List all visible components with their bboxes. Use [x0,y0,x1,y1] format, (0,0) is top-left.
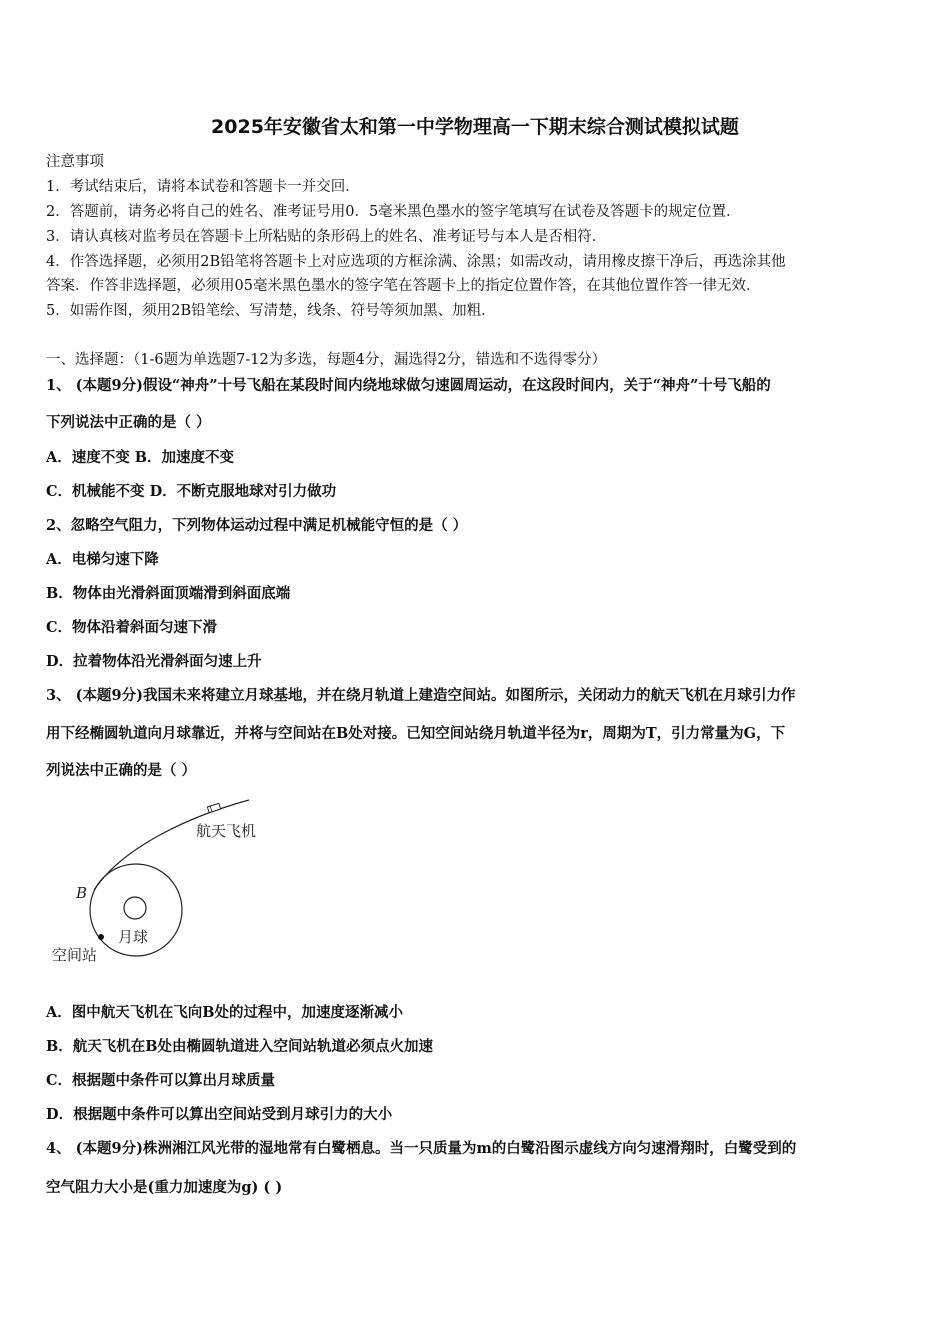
shuttle-icon [207,803,220,812]
q2-stem: 2、忽略空气阻力，下列物体运动过程中满足机械能守恒的是（ ） [46,517,468,534]
notice-item: 答案．作答非选择题，必须用05毫米黑色墨水的签字笔在答题卡上的指定位置作答，在其他位置作答一律无效． [46,278,761,294]
notice-heading: 注意事项 [46,154,104,170]
shuttle-label: 航天飞机 [196,822,257,840]
notice-item: 2．答题前，请务必将自己的姓名、准考证号用0．5毫米黑色墨水的签字笔填写在试卷及答题卡的规定位置． [46,204,741,220]
q1-options-cd: C．机械能不变 D．不断克服地球对引力做功 [46,483,337,500]
point-b-label: B [76,884,88,902]
moon-icon [124,897,146,919]
q3-option-d: D．根据题中条件可以算出空间站受到月球引力的大小 [46,1106,393,1123]
q4-stem-line1: 4、 (本题9分)株洲湘江风光带的湿地常有白鹭栖息。当一只质量为m的白鹭沿图示虚线方向匀速滑翔时，白鹭受到的 [46,1140,797,1157]
notice-item: 3．请认真核对监考员在答题卡上所粘贴的条形码上的姓名、准考证号与本人是否相符． [46,229,607,245]
orbit-figure [44,790,284,970]
section-heading: 一、选择题：（1-6题为单选题7-12为多选，每题4分，漏选得2分，错选和不选得零分） [46,352,607,368]
q3-option-c: C．根据题中条件可以算出月球质量 [46,1072,276,1089]
q3-option-b: B．航天飞机在B处由椭圆轨道进入空间站轨道必须点火加速 [46,1038,434,1055]
q2-option-a: A．电梯匀速下降 [46,551,159,568]
q2-option-d: D．拉着物体沿光滑斜面匀速上升 [46,653,262,670]
station-label: 空间站 [52,946,98,964]
q1-stem-line2: 下列说法中正确的是（ ） [46,414,211,431]
q3-stem-line3: 列说法中正确的是（ ） [46,762,197,779]
q4-stem-line2: 空气阻力大小是(重力加速度为g) ( ) [46,1179,283,1196]
q1-options-ab: A．速度不变 B．加速度不变 [46,449,235,466]
shuttle-trajectory [94,800,249,890]
q2-option-c: C．物体沿着斜面匀速下滑 [46,619,218,636]
q2-option-b: B．物体由光滑斜面顶端滑到斜面底端 [46,585,291,602]
notice-item: 4．作答选择题，必须用2B铅笔将答题卡上对应选项的方框涂满、涂黑；如需改动，请用橡皮擦干净后，再选涂其他 [46,254,786,270]
notice-item: 5．如需作图，须用2B铅笔绘、写清楚，线条、符号等须加黑、加粗． [46,303,496,319]
q3-stem-line1: 3、 (本题9分)我国未来将建立月球基地，并在绕月轨道上建造空间站。如图所示，关闭动力的航天飞机在月球引力作 [46,687,796,704]
station-point [98,934,104,940]
q3-option-a: A．图中航天飞机在飞向B处的过程中，加速度逐渐减小 [46,1004,404,1021]
page-title: 2025年安徽省太和第一中学物理高一下期末综合测试模拟试题 [211,116,739,138]
q3-stem-line2: 用下经椭圆轨道向月球靠近，并将与空间站在B处对接。已知空间站绕月轨道半径为r，周期为T，引力常量为G，下 [46,725,786,742]
q1-stem-line1: 1、 (本题9分)假设“神舟”十号飞船在某段时间内绕地球做匀速圆周运动，在这段时间内，关于“神舟”十号飞船的 [46,377,771,394]
moon-label: 月球 [118,928,149,946]
notice-item: 1．考试结束后，请将本试卷和答题卡一并交回． [46,179,360,195]
